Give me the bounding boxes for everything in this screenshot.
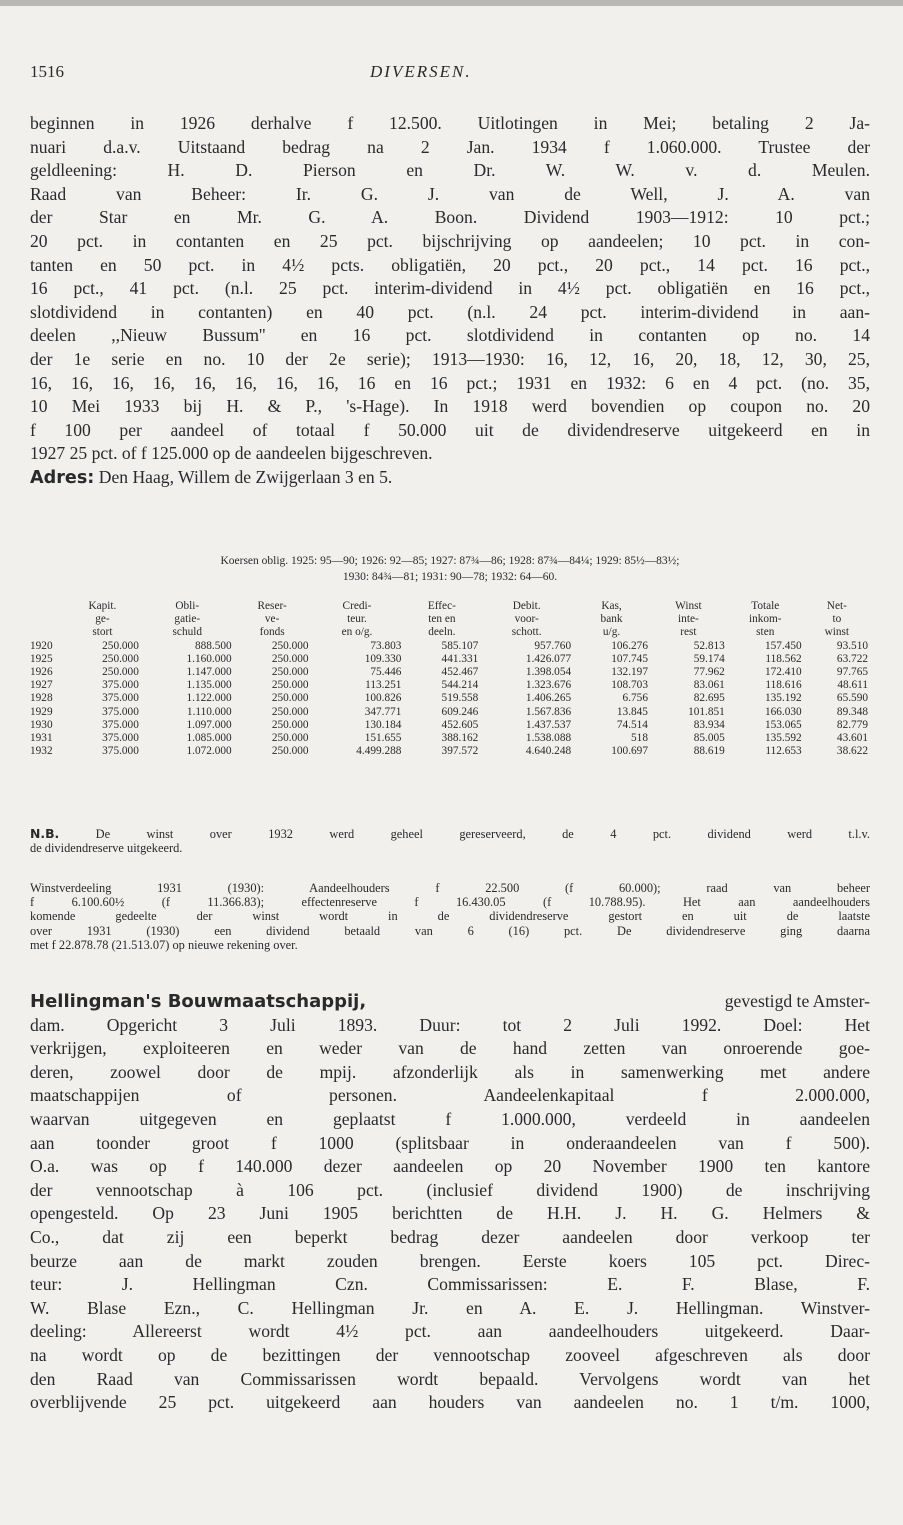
table-cell: 250.000 [271,718,309,731]
bond-quotes-line: Koersen oblig. 1925: 95—90; 1926: 92—85; 1927: 87¾—86; 1928: 87¾—84¼; 1929: 85½—83½; [220,555,680,567]
table-header-cell: Effec- [427,600,456,612]
text-line: deelen ,,Nieuw Bussum'' en 16 pct. slotdividend in contanten op no. 14 [30,325,870,346]
table-header-cell: Kapit. [88,600,117,612]
table-cell: 888.500 [194,639,232,652]
table-header-cell: Obli- [175,600,200,612]
table-cell: 1.323.676 [525,679,572,692]
text-line: 16, 16, 16, 16, 16, 16, 16, 16, 16 en 16 pct.; 1931 en 1932: 6 en 4 pct. (no. 35, [30,372,870,393]
table-cell: 166.030 [764,705,802,718]
table-cell: 106.276 [611,639,648,652]
table-cell: 250.000 [271,732,309,745]
company-line: O.a. was op f 140.000 dezer aandeelen op 20 November 1900 ten kantore [30,1156,870,1177]
address-line [30,466,870,491]
table-cell: 375.000 [102,705,139,718]
table-header-cell: Debit. [512,600,541,612]
company-line: waarvan uitgegeven en geplaatst f 1.000.000, verdeeld in aandeelen [30,1108,870,1129]
company-line: den Raad van Commissarissen wordt bepaald. Vervolgens wordt van het [30,1368,870,1389]
table-year-cell: 1931 [30,732,53,745]
table-cell: 153.065 [764,718,802,731]
table-year-cell: 1930 [30,718,53,731]
table-cell: 609.246 [441,705,479,718]
table-cell: 97.765 [836,666,868,679]
table-header-cell: ge- [95,613,110,626]
table-header-cell: fonds [259,626,285,639]
company-line: teur: J. Hellingman Czn. Commissarissen: E. F. Blase, F. [30,1274,870,1295]
text-line: 20 pct. in contanten en 25 pct. bijschrijving op aandeelen; 10 pct. in con- [30,230,870,251]
table-cell: 109.330 [364,652,402,665]
table-header-cell: winst [824,626,850,639]
table-row [28,719,870,732]
company-line: maatschappijen of personen. Aandeelenkapitaal f 2.000.000, [30,1085,870,1106]
table-header-cell: inkom- [748,613,782,626]
table-row [28,732,870,745]
table-cell: 250.000 [271,745,309,758]
company-line: beurze aan de markt zouden brengen. Eerste koers 105 pct. Direc- [30,1250,870,1271]
table-cell: 375.000 [102,718,139,731]
table-cell: 4.499.288 [356,745,402,758]
text-line: beginnen in 1926 derhalve f 12.500. Uitlotingen in Mei; betaling 2 Ja- [30,113,870,133]
table-cell: 88.619 [693,745,725,758]
company-line: deren, zoowel door de mpij. afzonderlijk als in samenwerking met andere [30,1061,870,1082]
company-line: aan toonder groot f 1000 (splitsbaar in onderaandeelen van f 500). [30,1132,870,1153]
table-cell: 52.813 [693,639,725,652]
intro-paragraph [30,112,870,491]
table-cell: 83.934 [693,718,725,731]
table-cell: 1.147.000 [186,666,232,679]
address-label: Adres: [30,467,95,488]
table-cell: 250.000 [271,666,309,679]
table-header-cell: schuld [172,626,203,639]
table-header-cell: u/g. [602,626,621,639]
table-cell: 83.061 [693,679,725,692]
table-cell: 1.426.077 [525,652,572,665]
table-cell: 157.450 [764,639,802,652]
table-cell: 118.616 [765,679,802,692]
table-year-cell: 1925 [30,652,53,665]
table-year-cell: 1928 [30,692,53,705]
table-cell: 1.110.000 [186,705,232,718]
text-line: f 6.100.60½ (f 11.366.83); effectenreserve f 16.430.05 (f 10.788.95). Het aan aandeelhouders [30,895,870,910]
company-entry [30,990,870,1415]
table-cell: 82.695 [693,692,725,705]
financial-table [28,600,870,758]
text-line: der 1e serie en no. 10 der 2e serie); 1913—1930: 16, 12, 16, 20, 18, 12, 30, 25, [30,348,870,369]
table-cell: 59.174 [693,652,725,665]
company-line: overblijvende 25 pct. uitgekeerd aan houders van aandeelen no. 1 t/m. 1000, [30,1392,870,1413]
bond-quotes-line: 1930: 84¾—81; 1931: 90—78; 1932: 64—60. [342,571,558,583]
table-cell: 1.567.836 [525,705,572,718]
table-cell: 4.640.248 [525,745,572,758]
table-row [28,692,870,705]
table-cell: 85.005 [693,732,725,745]
table-cell: 1.072.000 [186,745,232,758]
table-header-row [28,626,870,639]
table-cell: 65.590 [836,692,868,705]
company-line: verkrijgen, exploiteeren en weder van de hand zetten van onroerende goe- [30,1038,870,1059]
table-row [28,679,870,692]
table-header-cell: Net- [826,600,847,612]
table-cell: 397.572 [441,745,479,758]
table-cell: 132.197 [611,666,648,679]
table-year-cell: 1932 [30,745,53,758]
top-rule [0,0,903,6]
table-header-cell: bank [600,613,623,626]
table-cell: 151.655 [364,732,402,745]
table-row [28,653,870,666]
table-cell: 108.703 [611,679,648,692]
text-line: de dividendreserve uitgekeerd. [30,841,183,856]
table-row [28,706,870,719]
text-line: 10 Mei 1933 bij H. & P., 's-Hage). In 1918 werd bovendien op coupon no. 20 [30,396,870,417]
table-header-cell: Credi- [342,600,372,612]
table-cell: 100.697 [611,745,648,758]
text-line: 16 pct., 41 pct. (n.l. 25 pct. interim-dividend in 4½ pct. obligatiën en 16 pct., [30,278,870,299]
text-line: komende gedeelte der winst wordt in de dividendreserve gestort en uit de laatste [30,909,870,924]
table-header-row [28,613,870,626]
running-title: DIVERSEN. [370,62,472,81]
profit-distribution-note [30,881,870,952]
page-number: 1516 [30,62,64,81]
table-cell: 1.406.265 [525,692,572,705]
text-line: f 100 per aandeel of totaal f 50.000 uit de dividendreserve uitgekeerd en in [30,419,870,440]
table-header-cell: voor- [514,613,539,626]
table-cell: 135.192 [764,692,802,705]
table-year-cell: 1926 [30,666,53,679]
company-line: dam. Opgericht 3 Juli 1893. Duur: tot 2 Juli 1992. Doel: Het [30,1014,870,1035]
table-cell: 93.510 [836,639,868,652]
table-year-cell: 1920 [30,639,53,652]
table-header-cell: Reser- [257,600,287,612]
table-cell: 544.214 [441,679,479,692]
table-header-cell: rest [680,626,697,639]
table-header-cell: inte- [678,613,699,626]
address-text: Den Haag, Willem de Zwijgerlaan 3 en 5. [98,466,393,487]
company-line: Co., dat zij een beperkt bedrag dezer aandeelen door verkoop ter [30,1226,870,1247]
table-cell: 113.251 [365,679,402,692]
table-header-cell: Totale [751,600,780,612]
table-cell: 1.122.000 [186,692,232,705]
table-cell: 1.398.054 [525,666,572,679]
table-header-cell [28,600,64,613]
company-line: na wordt op de bezittingen der vennootschap zooveel afgeschreven als door [30,1344,870,1365]
table-cell: 250.000 [271,692,309,705]
table-cell: 518 [631,732,648,745]
table-cell: 107.745 [611,652,648,665]
table-cell: 38.622 [836,745,868,758]
table-header-cell: schott. [511,626,542,639]
table-cell: 375.000 [102,692,139,705]
table-cell: 452.467 [441,666,479,679]
table-cell: 1.437.537 [525,718,572,731]
table-header-cell: en o/g. [341,626,373,639]
table-cell: 13.845 [616,705,648,718]
table-cell: 75.446 [370,666,402,679]
table-cell: 135.592 [764,732,802,745]
text-line: geldleening: H. D. Pierson en Dr. W. W. v. d. Meulen. [30,160,870,181]
table-cell: 48.611 [837,679,868,692]
table-cell: 375.000 [102,679,139,692]
table-cell: 172.410 [764,666,802,679]
bond-quotes [30,553,870,585]
company-line: gevestigd te Amster- [724,991,870,1011]
company-line: deeling: Allereerst wordt 4½ pct. aan aandeelhouders uitgekeerd. Daar- [30,1321,870,1342]
text-line: slotdividend in contanten) en 40 pct. (n.l. 24 pct. interim-dividend in aan- [30,301,870,322]
table-year-cell: 1927 [30,679,53,692]
text-line: Winstverdeeling 1931 (1930): Aandeelhouders f 22.500 (f 60.000); raad van beheer [30,881,870,895]
table-cell: 1.097.000 [186,718,232,731]
table-header-cell: to [832,613,842,626]
company-line: W. Blase Ezn., C. Hellingman Jr. en A. E. J. Hellingman. Winstver- [30,1297,870,1318]
text-line: Raad van Beheer: Ir. G. J. van de Well, J. A. van [30,183,870,204]
table-cell: 118.562 [765,652,802,665]
table-cell: 6.756 [622,692,648,705]
nb-text: De winst over 1932 werd geheel gereserveerd, de 4 pct. dividend werd t.l.v. [95,827,870,841]
table-cell: 1.160.000 [186,652,232,665]
table-row [28,640,870,653]
table-year-cell: 1929 [30,705,53,718]
table-header-cell [28,626,64,639]
table-cell: 73.803 [370,639,402,652]
table-header-cell: Winst [675,600,702,612]
table-cell: 250.000 [271,679,309,692]
table-header-cell: gatie- [174,613,201,626]
company-name: Hellingman's Bouwmaatschappij, [30,991,367,1012]
table-header-cell [28,613,64,626]
table-cell: 250.000 [102,652,139,665]
text-line: over 1931 (1930) een dividend betaald van 6 (16) pct. De dividendreserve ging daarna [30,923,870,938]
table-cell: 89.348 [836,705,868,718]
table-cell: 441.331 [441,652,479,665]
table-cell: 77.962 [693,666,725,679]
table-header-row [28,600,870,613]
text-line [30,990,870,1014]
table-row [28,745,870,758]
table-cell: 112.653 [765,745,802,758]
table-header-cell: ve- [264,613,280,626]
table-cell: 82.779 [836,718,868,731]
table-cell: 519.558 [441,692,479,705]
table-cell: 74.514 [616,718,648,731]
table-cell: 957.760 [534,639,572,652]
table-cell: 452.605 [441,718,479,731]
table-cell: 63.722 [836,652,868,665]
company-line: der vennootschap à 106 pct. (inclusief dividend 1900) de inschrijving [30,1179,870,1200]
table-cell: 1.085.000 [186,732,232,745]
text-line: 1927 25 pct. of f 125.000 op de aandeelen bijgeschreven. [30,443,433,464]
nb-label: N.B. [30,826,60,841]
table-cell: 347.771 [364,705,402,718]
company-line: opengesteld. Op 23 Juni 1905 berichtten de H.H. J. H. G. Helmers & [30,1203,870,1224]
table-cell: 585.107 [441,639,479,652]
table-header-cell: stort [92,626,113,639]
table-header-cell: teur. [347,613,367,626]
table-cell: 250.000 [102,666,139,679]
table-cell: 375.000 [102,745,139,758]
text-line: met f 22.878.78 (21.513.07) op nieuwe rekening over. [30,937,298,952]
table-row [28,666,870,679]
text-line: nuari d.a.v. Uitstaand bedrag na 2 Jan. 1934 f 1.060.000. Trustee der [30,136,870,157]
table-cell: 1.538.088 [525,732,572,745]
text-line [30,827,870,841]
table-cell: 250.000 [271,652,309,665]
table-cell: 43.601 [836,732,868,745]
table-header-cell: deeln. [428,626,456,639]
table-cell: 1.135.000 [186,679,232,692]
table-cell: 388.162 [441,732,479,745]
table-header-cell: sten [756,626,775,639]
table-cell: 100.826 [364,692,402,705]
table-cell: 101.851 [688,705,725,718]
text-line: der Star en Mr. G. A. Boon. Dividend 1903—1912: 10 pct.; [30,207,870,228]
table-cell: 130.184 [364,718,402,731]
table-cell: 250.000 [271,639,309,652]
nb-note [30,827,870,855]
table-cell: 250.000 [102,639,139,652]
table-cell: 250.000 [271,705,309,718]
table-header-cell: ten en [428,613,456,626]
table-cell: 375.000 [102,732,139,745]
table-header-cell: Kas, [601,600,622,612]
text-line: tanten en 50 pct. in 4½ pcts. obligatiën, 20 pct., 20 pct., 14 pct. 16 pct., [30,254,870,275]
